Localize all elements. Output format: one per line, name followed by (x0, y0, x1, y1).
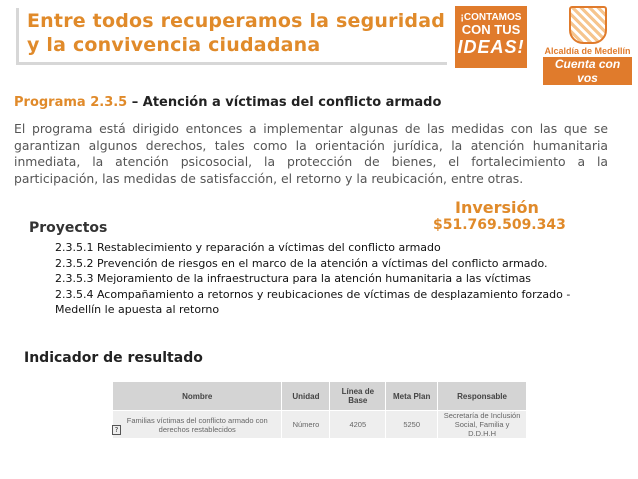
badge-line-2: CON TUS (461, 22, 521, 37)
ideas-badge-logo (455, 6, 527, 68)
alcaldia-logo (540, 6, 635, 85)
title-line-2: y la convivencia ciudadana (27, 34, 321, 56)
cell-unidad: Número (282, 411, 330, 439)
header-linea-base: Línea de Base (330, 382, 386, 411)
logo-line-1: Alcaldía de Medellín (544, 46, 631, 56)
header-unidad: Unidad (282, 382, 330, 411)
cell-nombre: Familias víctimas del conflicto armado con derechos restablecidos (113, 411, 282, 439)
missing-glyph-marker: ? (112, 425, 121, 435)
project-item: 2.3.5.1 Restablecimiento y reparación a víctimas del conflicto armado (55, 241, 441, 254)
logo-line-2: Cuenta con vos (543, 57, 632, 85)
cell-linea-base: 4205 (330, 411, 386, 439)
program-title: – Atención a víctimas del conflicto armado (127, 95, 442, 110)
table-row (113, 411, 527, 439)
project-item: 2.3.5.4 Acompañamiento a retornos y reubicaciones de víctimas de desplazamiento forzado - Medellín le apuesta al retorno (55, 287, 571, 316)
project-item: 2.3.5.3 Mejoramiento de la infraestructura para la atención humanitaria a las víctimas (55, 272, 532, 285)
header-responsable: Responsable (438, 382, 527, 411)
project-item: 2.3.5.2 Prevención de riesgos en el marco de la atención a víctimas del conflicto armado. (55, 256, 548, 270)
badge-line-1: ¡CONTAMOS (460, 12, 522, 23)
title-line-1: Entre todos recuperamos la seguridad (27, 10, 446, 32)
cell-responsable: Secretaría de Inclusión Social, Familia y D.D.H.H (438, 411, 527, 439)
program-code: Programa 2.3.5 (14, 95, 128, 110)
header-meta-plan: Meta Plan (386, 382, 438, 411)
projects-list (55, 240, 575, 318)
slide-title (27, 9, 445, 57)
indicator-heading: Indicador de resultado (24, 350, 203, 366)
program-description: El programa está dirigido entonces a implementar algunas de las medidas con las que se garantizan algunos derechos, tales como la orientación jurídica, la atención humanitaria inmediata, la atención psicosocial, la protección de bienes, el fortalecimiento a la participación, las medidas de satisfacción, el retorno y la reubicación, entre otras. (14, 121, 608, 186)
indicator-table (112, 381, 527, 439)
badge-line-3: IDEAS! (457, 37, 525, 57)
investment-label: Inversión (455, 198, 539, 217)
coat-of-arms-icon (569, 6, 607, 44)
cell-meta-plan: 5250 (386, 411, 438, 439)
table-header-row (113, 382, 527, 411)
program-heading (14, 95, 441, 110)
header-nombre: Nombre (113, 382, 282, 411)
investment-value: $51.769.509.343 (433, 217, 566, 233)
projects-heading: Proyectos (29, 220, 108, 236)
